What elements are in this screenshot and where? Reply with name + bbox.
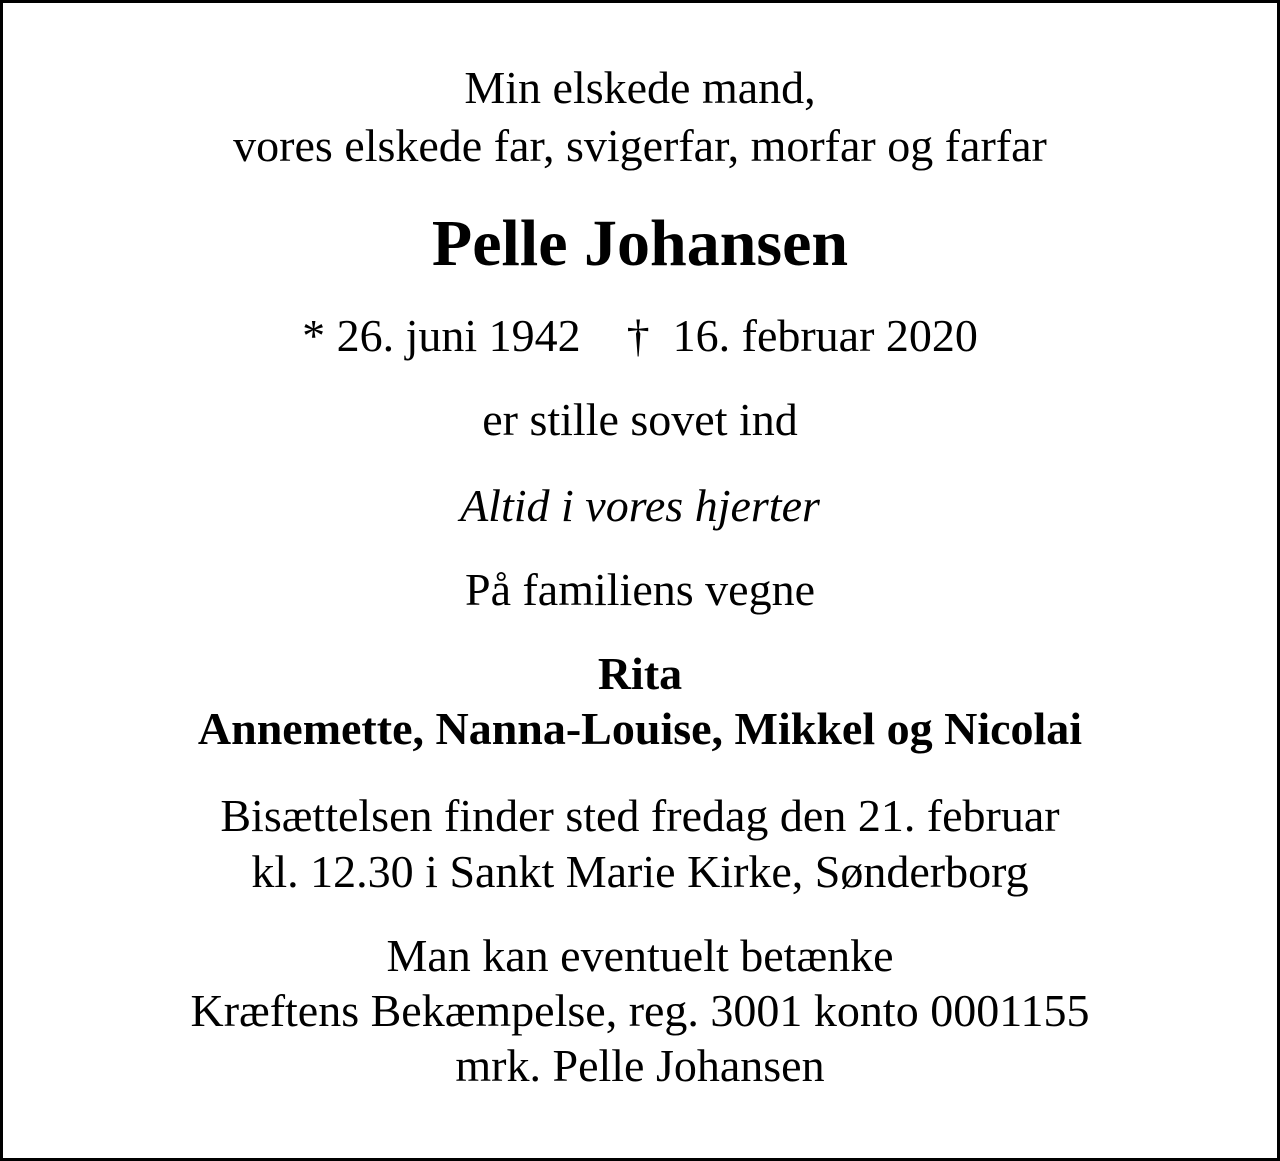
donation-line-2: Kræftens Bekæmpelse, reg. 3001 konto 0001155: [190, 985, 1090, 1036]
passing-text: er stille sovet ind: [482, 394, 798, 445]
deceased-name: Pelle Johansen: [431, 207, 849, 280]
intro-line-1: Min elskede mand,: [464, 62, 816, 113]
intro-line-2: vores elskede far, svigerfar, morfar og farfar: [233, 120, 1047, 171]
cross-icon: †: [626, 310, 650, 361]
donation-line-3: mrk. Pelle Johansen: [455, 1040, 825, 1091]
signatory-line-1: Rita: [597, 648, 683, 699]
on-behalf-text: På familiens vegne: [464, 564, 815, 615]
birth-date: * 26. juni 1942: [302, 310, 581, 361]
donation-line-1: Man kan eventuelt betænke: [386, 930, 894, 981]
death-date: 16. februar 2020: [672, 310, 978, 361]
life-dates: [3, 310, 1277, 361]
tribute-text: Altid i vores hjerter: [460, 480, 820, 531]
funeral-line-2: kl. 12.30 i Sankt Marie Kirke, Sønderborg: [251, 846, 1029, 897]
signatory-line-2: Annemette, Nanna-Louise, Mikkel og Nicolai: [197, 703, 1083, 754]
funeral-line-1: Bisættelsen finder sted fredag den 21. februar: [220, 790, 1060, 841]
